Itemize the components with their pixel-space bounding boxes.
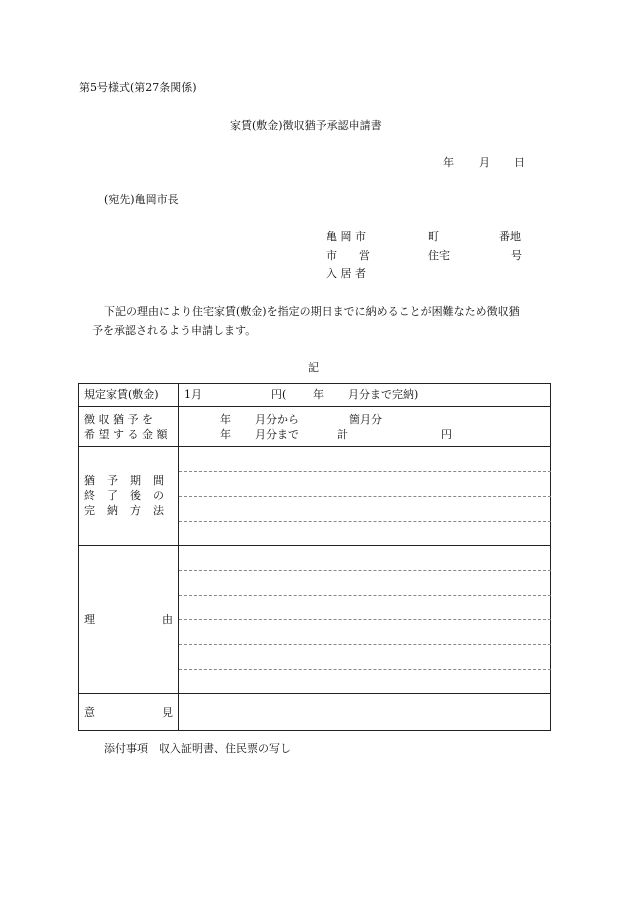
form-number: 第5号様式(第27条関係) [79,81,197,94]
deferral-yen: 円 [441,428,452,441]
row-rent-label: 規定家賃(敷金) [84,388,159,401]
row-opinion-label-left: 意 [84,706,95,719]
row-divider [78,693,551,694]
row-divider [78,545,551,546]
addressee: (宛先)亀岡市長 [104,193,179,206]
page-title: 家賃(敷金)徴収猶予承認申請書 [230,119,382,132]
row-repayment-label-2: 終 了 後 の [84,489,165,502]
row-divider [78,446,551,447]
row-opinion-label-right: 見 [162,706,173,719]
row-rent-year: 年 [313,388,324,401]
date-day: 日 [514,156,525,169]
deferral-from-month: 月分から [255,413,299,426]
body-line-1: 下記の理由により住宅家賃(敷金)を指定の期日までに納めることが困難なため徴収猶 [104,305,520,318]
applicant-town: 町 [428,230,439,243]
row-rent-yen: 円( [271,388,287,401]
row-repayment-label-1: 猶 予 期 間 [84,474,165,487]
row-reason-label-left: 理 [84,613,95,626]
applicant-city: 亀 岡 市 [326,230,366,243]
writing-line [179,595,551,596]
row-deferral-label-1: 徴 収 猶 予 を [84,413,153,426]
applicant-resident: 入 居 者 [326,267,366,280]
applicant-banchi: 番地 [499,230,521,243]
row-rent-paid-until: 月分まで完納) [348,388,419,401]
applicant-room: 号 [511,249,522,262]
deferral-to-year: 年 [220,428,231,441]
writing-line [179,570,551,571]
writing-line [179,496,551,497]
writing-line [179,644,551,645]
body-line-2: 予を承認されるよう申請します。 [92,324,257,337]
attachments-note: 添付事項 収入証明書、住民票の写し [104,742,291,755]
writing-line [179,521,551,522]
row-reason-label-right: 由 [162,613,173,626]
deferral-from-year: 年 [220,413,231,426]
row-rent-month: 1月 [184,388,202,401]
ki-heading: 記 [308,361,319,374]
applicant-housing: 住宅 [428,249,450,262]
date-month: 月 [479,156,490,169]
table-column-divider [178,383,179,731]
writing-line [179,619,551,620]
row-repayment-label-3: 完 納 方 法 [84,504,165,517]
deferral-to-month: 月分まで [255,428,299,441]
date-year: 年 [443,156,454,169]
writing-line [179,669,551,670]
applicant-municipal: 市 営 [326,249,370,262]
deferral-months: 箇月分 [349,413,382,426]
row-deferral-label-2: 希 望 す る 金 額 [84,428,168,441]
writing-line [179,471,551,472]
deferral-total: 計 [337,428,348,441]
row-divider [78,406,551,407]
